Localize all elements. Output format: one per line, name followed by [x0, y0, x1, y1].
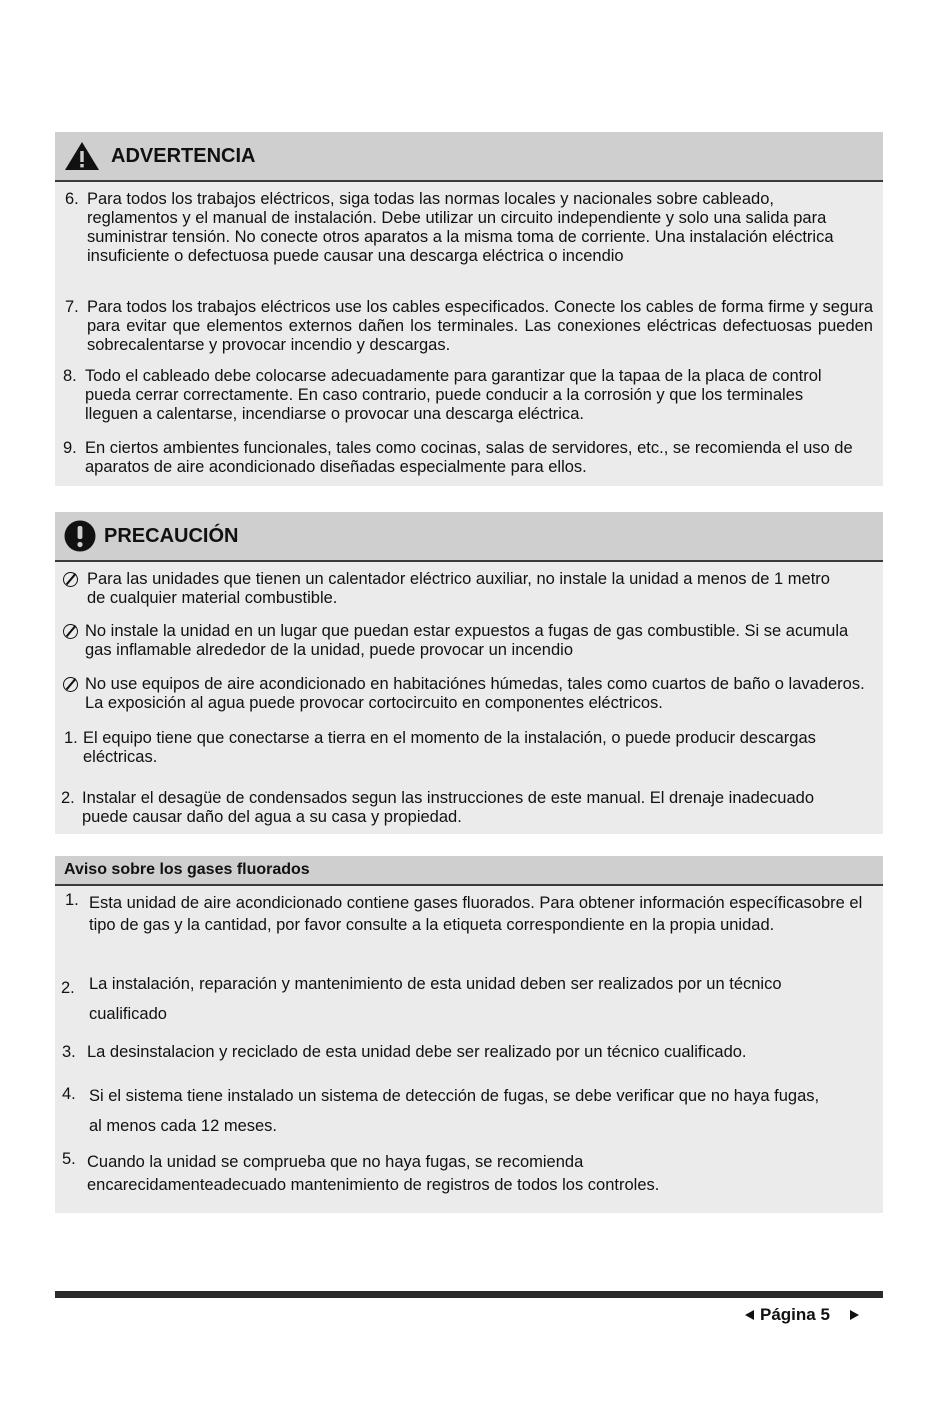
- caution-item-prohibited-1: [55, 570, 883, 608]
- fluorinated-gases-header: [55, 856, 883, 886]
- caution-title: PRECAUCIÓN: [104, 524, 239, 547]
- item-text: Si el sistema tiene instalado un sistema de detección de fugas, se debe verificar que no haya fugas, al menos cada 12 meses.: [89, 1087, 820, 1135]
- item-text: El equipo tiene que conectarse a tierra en el momento de la instalación, o puede producir descargas eléctricas.: [83, 729, 816, 766]
- item-number: 2.: [61, 789, 75, 807]
- warning-item-9: [55, 439, 883, 477]
- caution-item-2: [55, 789, 883, 827]
- item-number: 5.: [62, 1150, 76, 1168]
- item-number: 1.: [64, 729, 78, 747]
- item-text: La instalación, reparación y mantenimiento de esta unidad deben ser realizados por un técnico cualificado: [89, 975, 782, 1023]
- item-number: 8.: [63, 367, 77, 385]
- warning-title: ADVERTENCIA: [111, 144, 256, 167]
- gases-item-3: [55, 1043, 883, 1062]
- warning-item-8: [55, 367, 883, 424]
- gases-item-2: [55, 969, 883, 1029]
- item-number: 9.: [63, 439, 77, 457]
- item-text: Para todos los trabajos eléctricos use los cables especificados. Conecte los cables de forma firme y segura para evitar que elementos externos dañen los terminales. Las conexiones eléctricas defectuosas pueden sobrecalentarse y provocar incendio y descargas.: [87, 298, 873, 354]
- gases-item-1: [55, 892, 883, 936]
- warning-header: [55, 132, 883, 182]
- item-text: En ciertos ambientes funcionales, tales como cocinas, salas de servidores, etc., se recomienda el uso de aparatos de aire acondicionado diseñadas especialmente para ellos.: [85, 439, 853, 476]
- gases-item-4: [55, 1081, 883, 1141]
- item-text: Para todos los trabajos eléctricos, siga todas las normas locales y nacionales sobre cableado, reglamentos y el manual de instalación. Debe utilizar un circuito independiente y solo una salida para suministrar tensión. No conecte otros aparatos a la misma toma de corriente. Una instalación eléctrica insuficiente o defectuosa puede causar una descarga eléctrica o incendio: [87, 190, 834, 265]
- prohibited-icon: [63, 624, 78, 639]
- prohibited-icon: [63, 572, 78, 587]
- warning-triangle-icon: [63, 140, 101, 172]
- caution-item-prohibited-3: [55, 675, 883, 713]
- warning-item-6: [55, 190, 883, 266]
- item-text: La desinstalacion y reciclado de esta unidad debe ser realizado por un técnico cualificado.: [87, 1043, 747, 1061]
- gases-item-5: [55, 1151, 883, 1197]
- footer-rule: [55, 1291, 883, 1298]
- item-number: 6.: [65, 190, 79, 208]
- page-navigation: [745, 1305, 859, 1325]
- item-number: 2.: [61, 979, 75, 997]
- item-text: Esta unidad de aire acondicionado contiene gases fluorados. Para obtener información específicasobre el tipo de gas y la cantidad, por favor consulte a la etiqueta correspondiente en la propia unidad.: [89, 894, 863, 934]
- prohibited-icon: [63, 677, 78, 692]
- item-text: Instalar el desagüe de condensados segun las instrucciones de este manual. El drenaje inadecuado puede causar daño del agua a su casa y propiedad.: [82, 789, 814, 826]
- item-number: 4.: [62, 1085, 76, 1103]
- item-text: No instale la unidad en un lugar que puedan estar expuestos a fugas de gas combustible. Si se acumula gas inflamable alrededor de la unidad, puede provocar un incendio: [85, 622, 849, 659]
- previous-page-icon[interactable]: [745, 1310, 754, 1320]
- item-text: No use equipos de aire acondicionado en habitaciónes húmedas, tales como cuartos de baño o lavaderos. La exposición al agua puede provocar cortocircuito en componentes eléctricos.: [85, 675, 865, 712]
- warning-section: [55, 132, 883, 486]
- next-page-icon[interactable]: [850, 1310, 859, 1320]
- page-number-label: Página 5: [760, 1305, 830, 1324]
- fluorinated-gases-section: [55, 856, 883, 1213]
- item-number: 7.: [65, 298, 79, 316]
- item-number: 3.: [62, 1043, 76, 1061]
- caution-item-prohibited-2: [55, 622, 883, 660]
- caution-item-1: [55, 729, 883, 767]
- item-text: Todo el cableado debe colocarse adecuadamente para garantizar que la tapaa de la placa de control pueda cerrar correctamente. En caso contrario, puede conducir a la corrosión y que los terminales lleguen a calentarse, incendiarse o provocar una descarga eléctrica.: [85, 367, 822, 423]
- caution-section: [55, 512, 883, 834]
- item-text: Cuando la unidad se comprueba que no haya fugas, se recomienda encarecidamenteadecuado mantenimiento de registros de todos los controles.: [87, 1153, 660, 1194]
- fluorinated-gases-title: Aviso sobre los gases fluorados: [64, 861, 310, 878]
- exclamation-icon: [64, 520, 96, 552]
- item-text: Para las unidades que tienen un calentador eléctrico auxiliar, no instale la unidad a menos de 1 metro de cualquier material combustible.: [87, 570, 830, 607]
- warning-item-7: [55, 298, 883, 355]
- caution-header: [55, 512, 883, 562]
- item-number: 1.: [65, 891, 79, 909]
